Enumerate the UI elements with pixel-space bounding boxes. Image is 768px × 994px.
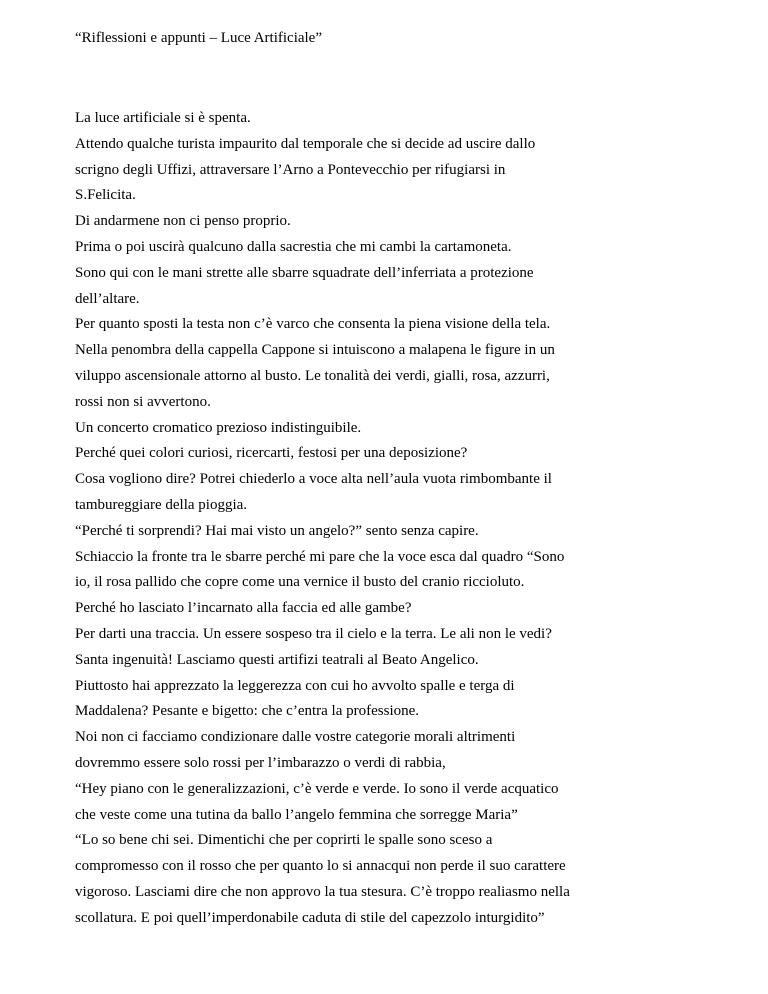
text-line: scrigno degli Uffizi, attraversare l’Arno a Pontevecchio per rifugiarsi in	[75, 161, 506, 178]
text-line: Un concerto cromatico prezioso indistinguibile.	[75, 419, 362, 436]
text-line: Perché quei colori curiosi, ricercarti, festosi per una deposizione?	[75, 445, 468, 462]
text-line: S.Felicita.	[75, 187, 136, 204]
text-line: Per quanto sposti la testa non c’è varco che consenta la piena visione della tela.	[75, 316, 551, 333]
text-line: Nella penombra della cappella Cappone si intuiscono a malapena le figure in un	[75, 342, 555, 359]
text-line: Attendo qualche turista impaurito dal temporale che si decide ad uscire dallo	[75, 135, 536, 152]
text-line: rossi non si avvertono.	[75, 393, 211, 410]
document-header: “Riflessioni e appunti – Luce Artificiale”	[75, 30, 323, 46]
text-line: viluppo ascensionale attorno al busto. Le tonalità dei verdi, gialli, rosa, azzurri,	[75, 367, 550, 384]
text-line: Cosa vogliono dire? Potrei chiederlo a voce alta nell’aula vuota rimbombante il	[75, 471, 552, 488]
document-body	[75, 106, 715, 932]
text-line: “Perché ti sorprendi? Hai mai visto un angelo?” sento senza capire.	[75, 522, 479, 539]
text-line: Per darti una traccia. Un essere sospeso tra il cielo e la terra. Le ali non le vedi?	[75, 625, 552, 642]
text-line: Maddalena? Pesante e bigetto: che c’entra la professione.	[75, 703, 420, 720]
text-line: dell’altare.	[75, 290, 140, 307]
text-line: Santa ingenuità! Lasciamo questi artifizi teatrali al Beato Angelico.	[75, 651, 479, 668]
text-line: Noi non ci facciamo condizionare dalle vostre categorie morali altrimenti	[75, 729, 516, 746]
text-line: “Hey piano con le generalizzazioni, c’è verde e verde. Io sono il verde acquatico	[75, 780, 559, 797]
text-line: Prima o poi uscirà qualcuno dalla sacrestia che mi cambi la cartamoneta.	[75, 238, 512, 255]
text-line: Schiaccio la fronte tra le sbarre perché mi pare che la voce esca dal quadro “Sono	[75, 548, 565, 565]
text-line: che veste come una tutina da ballo l’angelo femmina che sorregge Maria”	[75, 806, 518, 823]
text-line: dovremmo essere solo rossi per l’imbarazzo o verdi di rabbia,	[75, 754, 446, 771]
text-line: “Lo so bene chi sei. Dimentichi che per coprirti le spalle sono sceso a	[75, 832, 493, 849]
text-line: La luce artificiale si è spenta.	[75, 110, 251, 126]
text-line: Perché ho lasciato l’incarnato alla faccia ed alle gambe?	[75, 600, 412, 617]
text-line: Piuttosto hai apprezzato la leggerezza con cui ho avvolto spalle e terga di	[75, 677, 515, 694]
text-line: scollatura. E poi quell’imperdonabile caduta di stile del capezzolo inturgidito”	[75, 909, 545, 926]
text-line: io, il rosa pallido che copre come una vernice il busto del cranio riccioluto.	[75, 574, 525, 591]
text-line: tambureggiare della pioggia.	[75, 496, 248, 513]
text-line: vigoroso. Lasciami dire che non approvo la tua stesura. C’è troppo realiasmo nella	[75, 883, 570, 900]
text-line: compromesso con il rosso che per quanto lo si annacqui non perde il suo carattere	[75, 858, 566, 875]
text-line: Sono qui con le mani strette alle sbarre squadrate dell’inferriata a protezione	[75, 264, 534, 281]
text-line: Di andarmene non ci penso proprio.	[75, 213, 291, 230]
